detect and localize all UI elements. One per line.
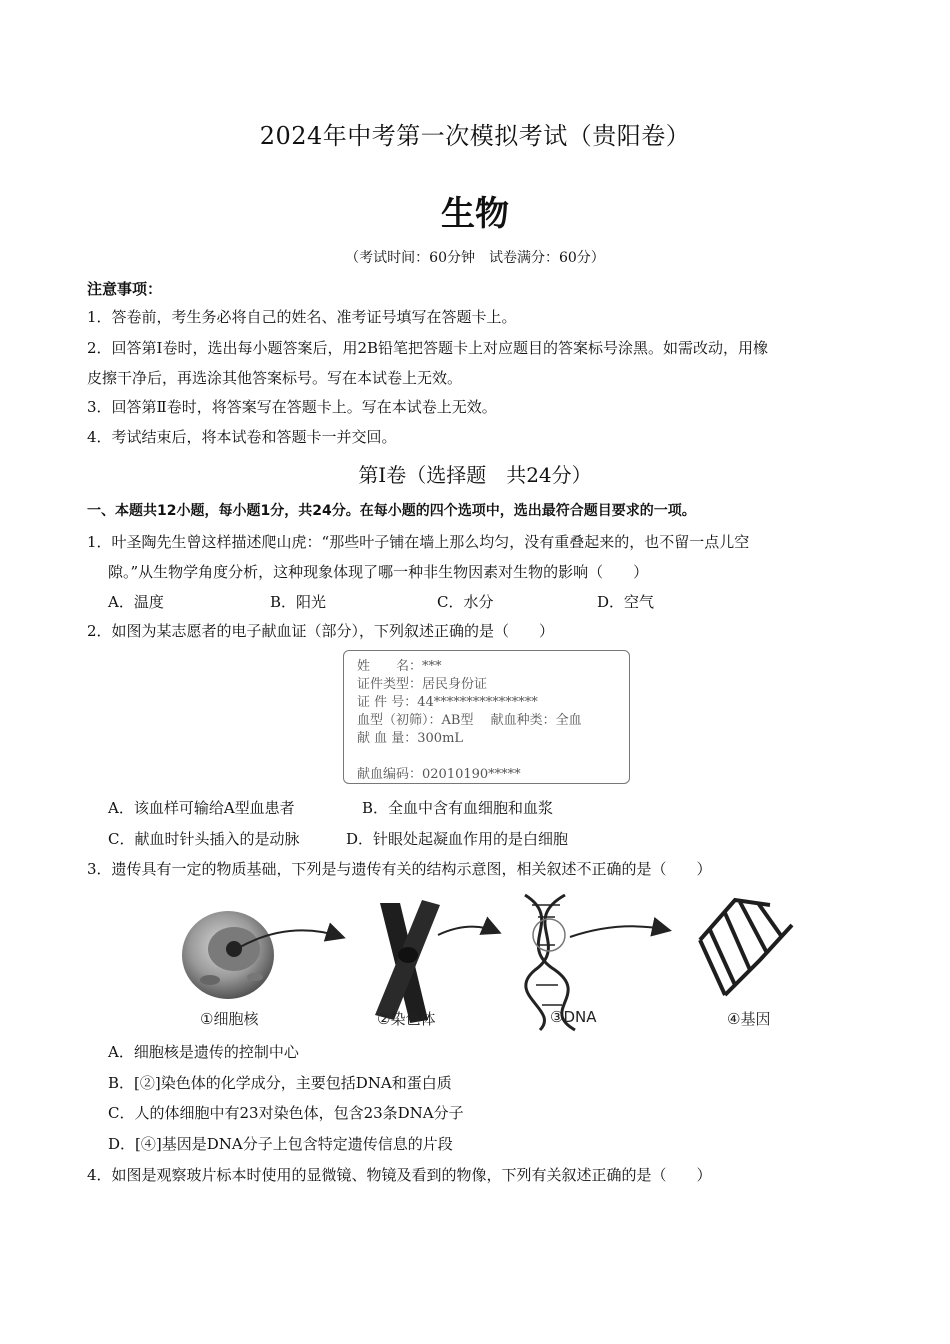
figure-label-nucleus: ①细胞核: [200, 1010, 259, 1028]
cell-nucleus-illustration: [182, 911, 274, 999]
heredity-figure: [170, 885, 800, 1035]
q3-option-d: D．[④]基因是DNA分子上包含特定遗传信息的片段: [108, 1135, 453, 1153]
card-code: 献血编码：02010190*****: [357, 767, 521, 782]
gene-illustration: [700, 900, 792, 995]
q3-stem: 3．遗传具有一定的物质基础，下列是与遗传有关的结构示意图，相关叙述不正确的是（ ）: [87, 860, 712, 878]
q4-stem: 4．如图是观察玻片标本时使用的显微镜、物镜及看到的物像，下列有关叙述正确的是（ ）: [87, 1166, 712, 1184]
q1-option-a: A．温度: [108, 593, 164, 611]
figure-label-chromosome: ②染色体: [377, 1010, 436, 1028]
figure-label-dna: ③DNA: [550, 1008, 597, 1026]
q2-option-a: A．该血样可输给A型血患者: [108, 799, 295, 817]
exam-title: 2024年中考第一次模拟考试（贵阳卷）: [259, 122, 691, 150]
section-title: 第Ⅰ卷（选择题 共24分）: [358, 463, 592, 487]
card-volume: 献 血 量：300mL: [357, 731, 464, 746]
q3-option-a: A．细胞核是遗传的控制中心: [108, 1043, 299, 1061]
q2-option-b: B．全血中含有血细胞和血浆: [362, 799, 554, 817]
card-name: 姓 名：***: [357, 659, 442, 674]
time-info: （考试时间：60分钟 试卷满分：60分）: [345, 250, 605, 266]
note-item: 2．回答第Ⅰ卷时，选出每小题答案后，用2B铅笔把答题卡上对应题目的答案标号涂黑。如需改动，用橡: [87, 339, 769, 357]
heredity-diagram: [170, 885, 800, 1035]
q2-option-c: C．献血时针头插入的是动脉: [108, 830, 300, 848]
part-intro: 一、本题共12小题，每小题1分，共24分。在每小题的四个选项中，选出最符合题目要求的一项。: [87, 503, 696, 519]
arrow-2: [438, 927, 498, 935]
blood-donation-card: [343, 650, 630, 784]
arrow-3: [570, 926, 668, 937]
card-id-type: 证件类型：居民身份证: [357, 677, 488, 692]
note-item: 1．答卷前，考生务必将自己的姓名、准考证号填写在答题卡上。: [87, 308, 517, 326]
q3-option-b: B．[②]染色体的化学成分，主要包括DNA和蛋白质: [108, 1074, 452, 1092]
q1-option-c: C．水分: [437, 593, 494, 611]
q1-option-d: D．空气: [597, 593, 655, 611]
subject-title: 生物: [441, 194, 509, 234]
q2-stem: 2．如图为某志愿者的电子献血证（部分），下列叙述正确的是（ ）: [87, 622, 555, 640]
figure-label-gene: ④基因: [727, 1010, 771, 1028]
q3-option-c: C．人的体细胞中有23对染色体，包含23条DNA分子: [108, 1104, 464, 1122]
q1-option-b: B．阳光: [270, 593, 327, 611]
card-id-number: 证 件 号：44****************: [357, 695, 538, 710]
note-item-continued: 皮擦干净后，再选涂其他答案标号。写在本试卷上无效。: [87, 369, 463, 387]
chromosome-illustration: [375, 900, 440, 1023]
q2-option-d: D．针眼处起凝血作用的是白细胞: [346, 830, 569, 848]
q1-stem: 1．叶圣陶先生曾这样描述爬山虎：“那些叶子铺在墙上那么均匀，没有重叠起来的，也不留一点儿空: [87, 533, 750, 551]
card-blood-type: 血型（初筛）：AB型 献血种类：全血: [357, 713, 582, 728]
q1-stem-continued: 隙。”从生物学角度分析，这种现象体现了哪一种非生物因素对生物的影响（ ）: [108, 563, 649, 581]
notes-heading: 注意事项：: [87, 280, 163, 298]
note-item: 4．考试结束后，将本试卷和答题卡一并交回。: [87, 428, 397, 446]
note-item: 3．回答第Ⅱ卷时，将答案写在答题卡上。写在本试卷上无效。: [87, 398, 497, 416]
